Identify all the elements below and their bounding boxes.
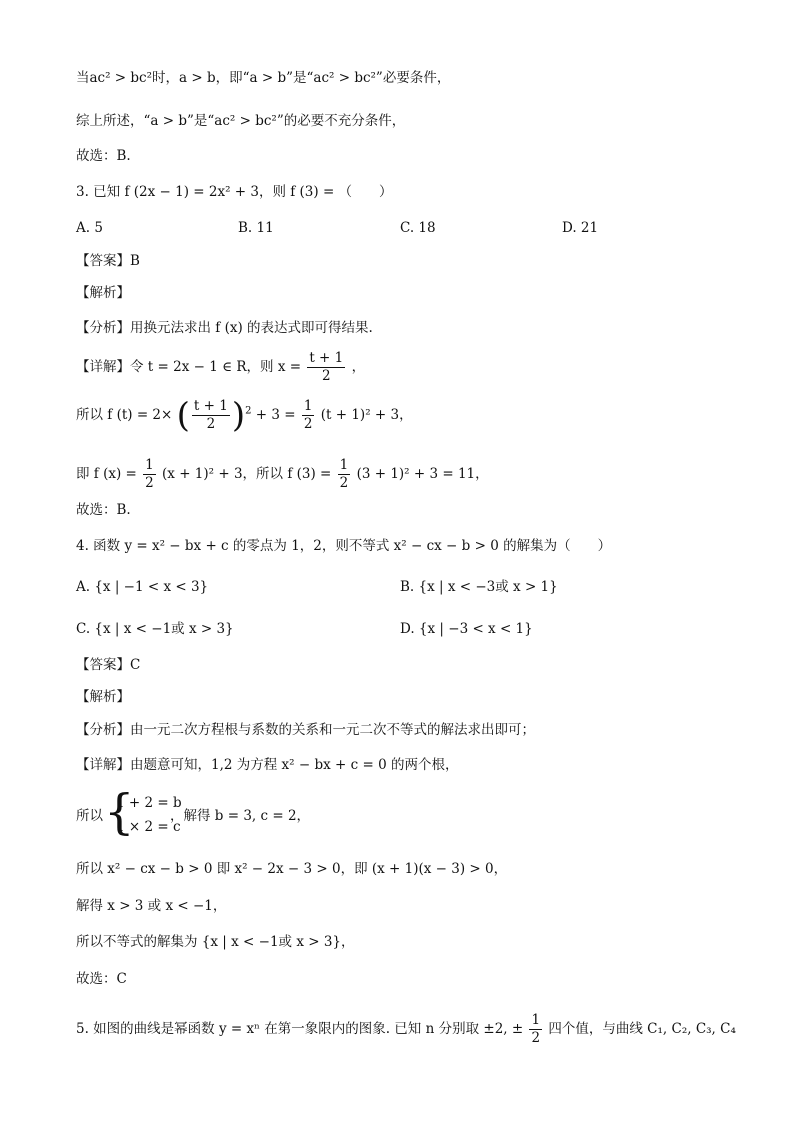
q4-option-d: D. {x | −3 < x < 1} bbox=[400, 621, 533, 637]
fraction-numerator: 1 bbox=[303, 398, 313, 414]
q3-ji bbox=[76, 457, 489, 492]
fraction-numerator: t + 1 bbox=[309, 350, 344, 366]
q3-suoyi-text-c: (t + 1)² + 3， bbox=[320, 407, 413, 423]
q3-ji-text-b: (x + 1)² + 3，所以 f (3) = bbox=[162, 466, 332, 482]
question-3: 3. 已知 f (2x − 1) = 2x² + 3，则 f (3) = （ ） bbox=[76, 184, 393, 200]
q3-suoyi-half bbox=[302, 398, 315, 433]
q4-xuan: 故选：C bbox=[76, 971, 127, 987]
q4-jiexi: 【解析】 bbox=[76, 689, 130, 705]
q5-text-b: 四个值，与曲线 C₁, C₂, C₃, C₄ bbox=[548, 1021, 736, 1037]
q4-line-3: 解得 x > 3 或 x < −1， bbox=[76, 898, 227, 914]
left-brace: { bbox=[104, 784, 135, 840]
system-eq-2: 1 × 2 = c bbox=[116, 819, 181, 835]
q4-sys-post: ，解得 b = 3, c = 2， bbox=[170, 808, 311, 824]
q3-suoyi-fraction bbox=[192, 398, 230, 433]
q3-xiangjie-text-a: 【详解】令 t = 2x − 1 ∈ R，则 x = bbox=[76, 359, 302, 375]
q3-xiangjie-text-b: ， bbox=[351, 359, 366, 375]
q4-answer: 【答案】C bbox=[76, 657, 141, 673]
question-5 bbox=[76, 1012, 736, 1047]
q3-option-b: B. 11 bbox=[238, 220, 274, 236]
q3-ji-half-2 bbox=[338, 457, 351, 492]
q4-sys-pre: 所以 bbox=[76, 808, 103, 824]
fraction-numerator: t + 1 bbox=[193, 398, 228, 414]
q4-fenxi: 【分析】由一元二次方程根与系数的关系和一元二次不等式的解法求出即可； bbox=[76, 722, 535, 738]
text-line-2: 综上所述，“a > b”是“ac² > bc²”的必要不充分条件， bbox=[76, 113, 406, 129]
q3-xuan: 故选：B. bbox=[76, 502, 131, 518]
fraction-denominator: 2 bbox=[322, 368, 331, 384]
fraction-denominator: 2 bbox=[206, 416, 216, 432]
q4-option-a: A. {x | −1 < x < 3} bbox=[76, 579, 209, 595]
text-line-3: 故选：B. bbox=[76, 148, 131, 164]
fraction-denominator: 2 bbox=[531, 1030, 541, 1046]
q3-fenxi: 【分析】用换元法求出 f (x) 的表达式即可得结果. bbox=[76, 320, 373, 336]
fraction-denominator: 2 bbox=[339, 475, 349, 491]
q3-ji-text-a: 即 f (x) = bbox=[76, 466, 137, 482]
q3-ji-half-1 bbox=[143, 457, 156, 492]
q3-answer: 【答案】B bbox=[76, 253, 140, 269]
q3-suoyi-text-b: + 3 = bbox=[255, 407, 296, 423]
q3-suoyi: 所以 f (t) = 2× ( $\frac{t + 1}{2}$ )$^2$ + 3 = $\frac{1}{2}$ (t + 1)² + 3， bbox=[76, 395, 413, 436]
system-eq-1: 1 + 2 = b bbox=[116, 795, 182, 811]
fraction-numerator: 1 bbox=[531, 1012, 541, 1028]
q3-option-a: A. 5 bbox=[76, 220, 103, 236]
fraction-denominator: 2 bbox=[145, 475, 154, 491]
fraction-denominator: 2 bbox=[303, 416, 313, 432]
q3-xiangjie-fraction bbox=[307, 350, 345, 385]
fraction-numerator: 1 bbox=[145, 457, 154, 473]
q3-xiangjie bbox=[76, 350, 365, 385]
q3-option-c: C. 18 bbox=[400, 220, 436, 236]
q5-fraction bbox=[529, 1012, 542, 1047]
fraction-numerator: 1 bbox=[339, 457, 349, 473]
q4-xiangjie: 【详解】由题意可知，1,2 为方程 x² − bx + c = 0 的两个根， bbox=[76, 757, 459, 773]
q3-ji-text-c: (3 + 1)² + 3 = 11， bbox=[356, 466, 489, 482]
q4-option-b: B. {x | x < −3或 x > 1} bbox=[400, 579, 558, 595]
q3-option-d: D. 21 bbox=[562, 220, 599, 236]
text-line-1: 当ac² > bc²时，a > b，即“a > b”是“ac² > bc²”必要条件， bbox=[76, 70, 451, 86]
q4-line-2: 所以 x² − cx − b > 0 即 x² − 2x − 3 > 0，即 (x + 1)(x − 3) > 0， bbox=[76, 861, 508, 877]
question-4: 4. 函数 y = x² − bx + c 的零点为 1，2，则不等式 x² − cx − b > 0 的解集为（ ） bbox=[76, 538, 612, 554]
q3-suoyi-text-a: 所以 f (t) = 2× bbox=[76, 407, 173, 423]
q5-text-a: 5. 如图的曲线是幂函数 y = xⁿ 在第一象限内的图象. 已知 n 分别取 ±2, ± bbox=[76, 1021, 524, 1037]
q3-jiexi: 【解析】 bbox=[76, 285, 130, 301]
q4-option-c: C. {x | x < −1或 x > 3} bbox=[76, 621, 234, 637]
q4-line-4: 所以不等式的解集为 {x | x < −1或 x > 3}， bbox=[76, 934, 355, 950]
